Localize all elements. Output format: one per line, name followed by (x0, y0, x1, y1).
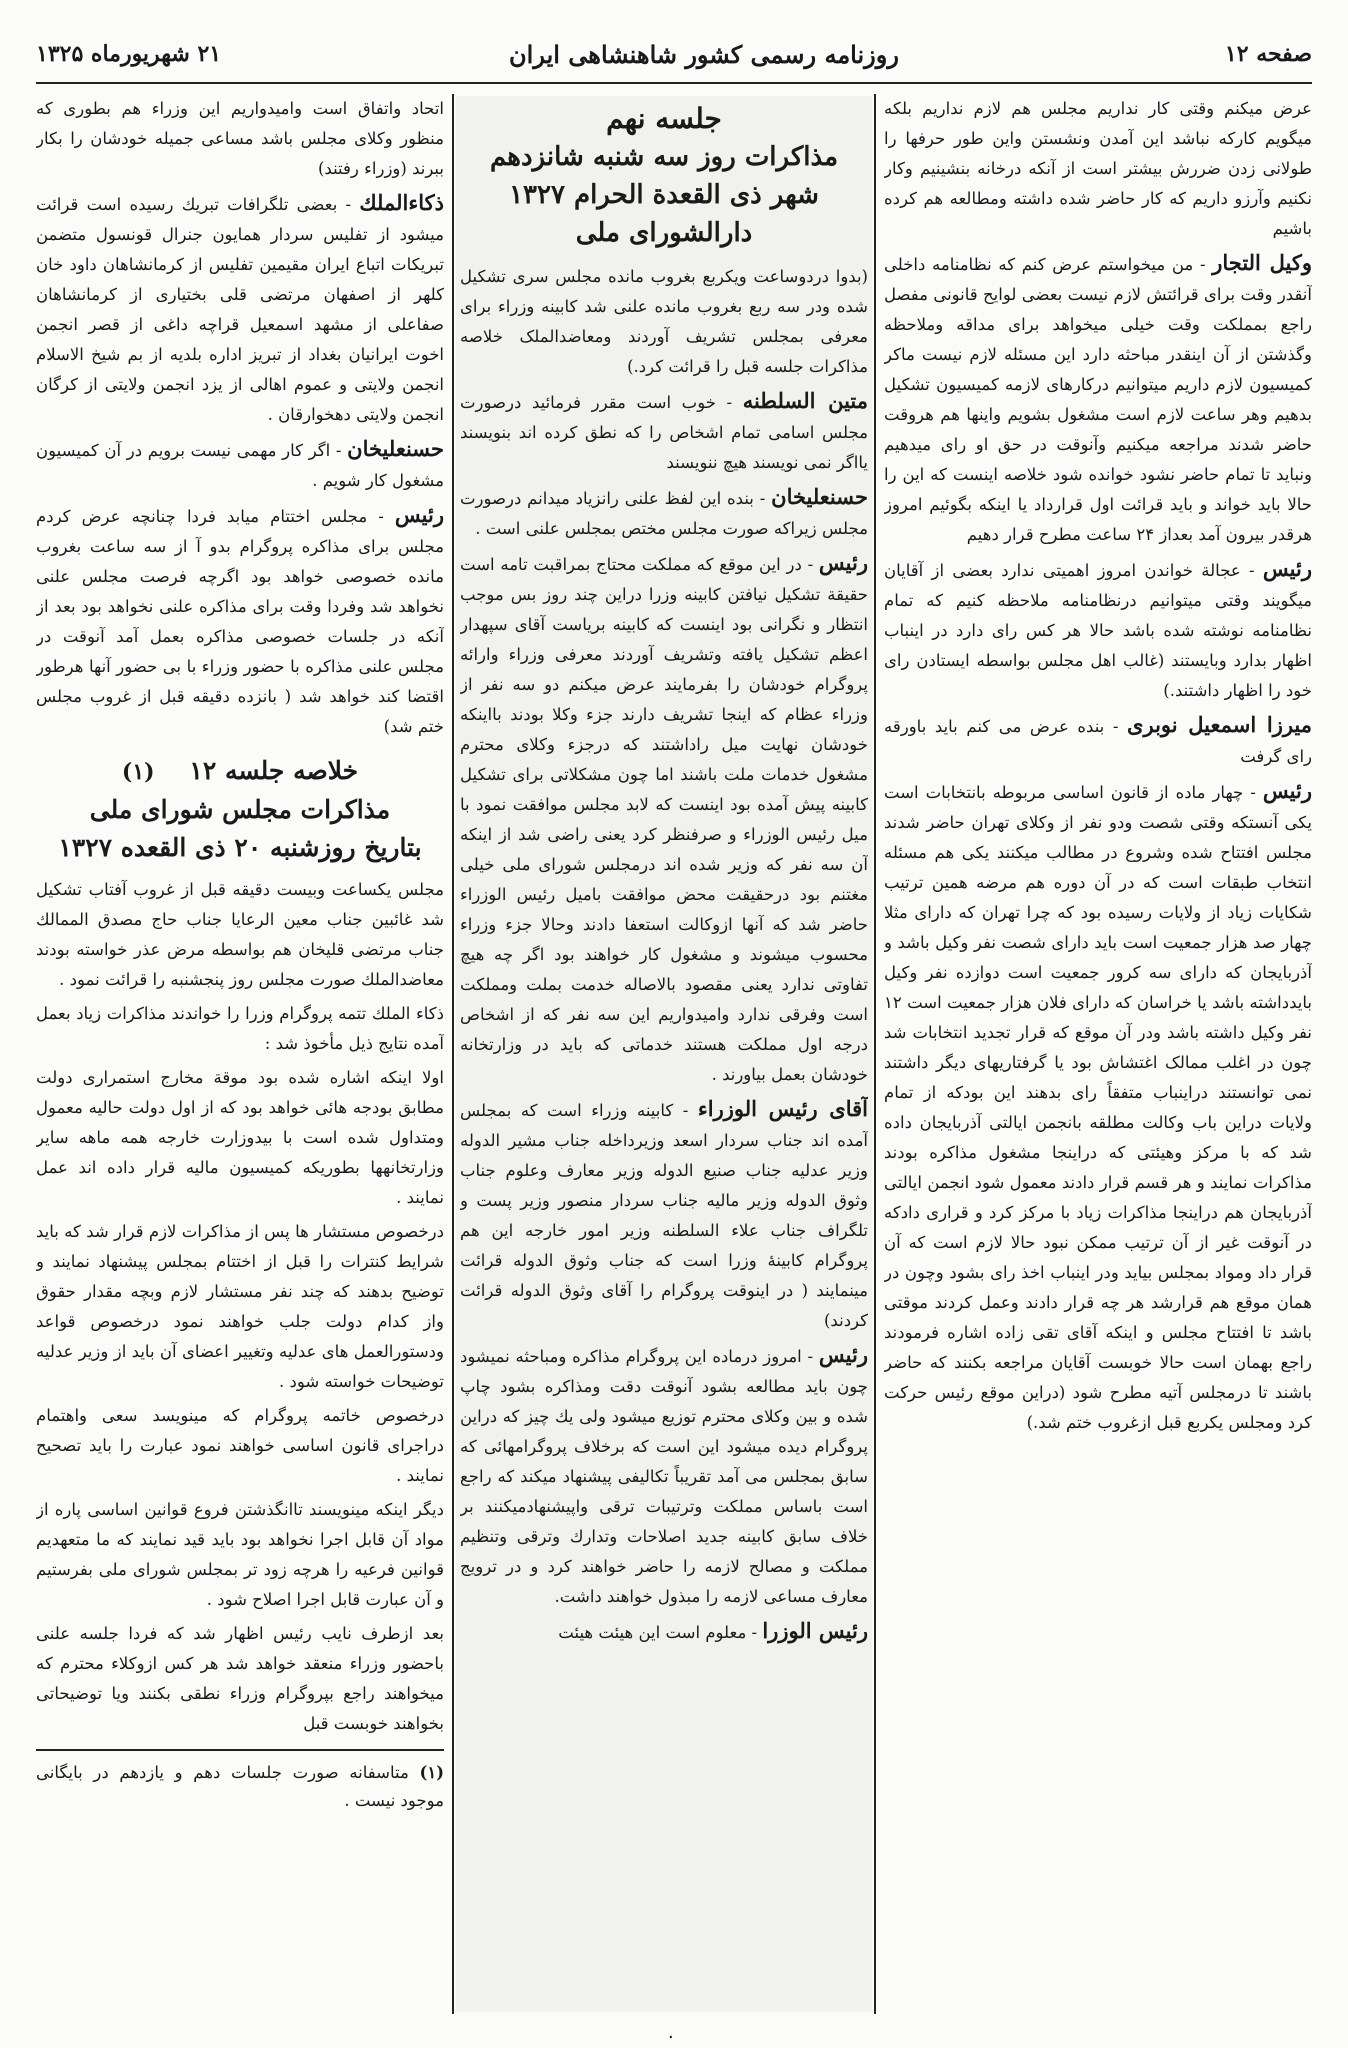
speaker-paragraph (460, 1340, 868, 1612)
session-12-title: خلاصه جلسه ۱۲ (189, 756, 359, 785)
speaker-paragraph (460, 1616, 868, 1648)
paragraph-text: - معلوم است این هیئت هیئت (558, 1623, 758, 1642)
speaker-name: رئیس (394, 502, 444, 527)
speaker-paragraph (884, 776, 1312, 1438)
paragraph-text: درخصوص خاتمه پروگرام که مینویسد سعی واهتمام دراجرای قانون اساسی خواهند نمود عبارت را باید تصحیح نمایند . (36, 1406, 444, 1485)
paragraph-text: - کابینه وزراء است که بمجلس آمده اند جناب سردار اسعد وزیرداخله جناب مشیر الدوله وزیر عدلیه جناب صنیع الدوله وزیر معارف وعلوم جناب وثوق الدوله وزیر مالیه جناب سردار منصور وزیر پست و تلگراف جناب علاء السلطنه وزیر امور خارجه این هم پروگرام کابینهٔ وزرا است که جناب وثوق الدوله قرائت مینمایند ( در اینوقت پروگرام را آقای وثوق الدوله قرائت کردند) (460, 1101, 868, 1330)
column-divider-right (874, 94, 876, 2014)
left-column-body-1 (36, 188, 444, 742)
speaker-paragraph (884, 248, 1312, 550)
header-rule (36, 82, 1312, 84)
page-number: صفحه ۱۲ (1224, 41, 1312, 67)
column-divider-left (452, 94, 454, 2014)
paragraph-text: - من میخواستم عرض کنم که نظامنامه داخلی آنقدر وقت برای قرائتش لازم نیست بعضی لوایح قانونی مفصل راجع بمملکت وقت خیلی میخواهد برای مداقه وملاحظه وگذشتن از آن اینقدر مباحثه دارد این مسئله لازم نیست ماکر کمیسیون لازم داریم میتوانیم درکارهای لازمه کمیسیون تشکیل بدهیم وهر ساعت لازم است مشغول بشویم واینها هم هروقت حاضر شدند مراجعه میکنیم وآنوقت در حق او رای میدهیم ونباید تا تمام حاضر نشود خوانده شود خلاصه اینست که این را حالا باید خواند و باید قرائت اول قرارداد یا اینکه بگوئیم امروز هرقدر بیرون آمد بعداز ۲۴ ساعت مطرح قرار دهیم (884, 255, 1312, 544)
text-paragraph (36, 1401, 444, 1491)
speaker-name: آقای رئیس الوزراء (697, 1096, 868, 1121)
text-paragraph (36, 1619, 444, 1739)
paragraph-text: - بعضی تلگرافات تبریك رسیده است قرائت میشود از تفلیس سردار همایون جنرال قونسول متضمن تبریکات اتباع ایران مقیمین تفلیس از کرمانشاهان داود خان کلهر از اصفهان مرتضی قلی بختیاری از کرمانشاهان صفاعلی از مشهد اسمعیل قراچه داغی از قصر انجمن اخوت ایرانیان بغداد از تبریز اداره بلدیه از بم شیخ الاسلام انجمن ولایتی و عموم اهالی از یزد انجمن ولایتی از کرگان انجمن ولایتی دهخوارقان . (36, 195, 444, 424)
middle-column (460, 94, 868, 2014)
speaker-name: حسنعلیخان (771, 484, 868, 509)
session-9-title: جلسه نهم (606, 102, 722, 135)
session-12-footnote-mark: (۱) (121, 759, 155, 785)
text-paragraph (36, 999, 444, 1059)
speaker-name: رئیس الوزرا (762, 1618, 868, 1643)
speaker-name: وکیل التجار (1212, 250, 1312, 275)
paragraph-text: درخصوص مستشار ها پس از مذاکرات لازم قرار شد که باید شرایط کنترات را قبل از اختتام بمجلس پیشنهاد نمایند و توضیح بدهند که چند نفر مستشار لازم وبچه مقدار حقوق واز کدام دولت جلب خواهند نمود درخصوص قواعد ودستورالعمل های عدلیه وتغییر اعضای آن باید از وزیر عدلیه توضیحات خواسته شود . (36, 1222, 444, 1391)
paragraph-text: مجلس یکساعت وبیست دقیقه قبل از غروب آفتاب تشکیل شد غائبین جناب معین الرعایا جناب حاج مصدق الممالك جناب مرتضی قلیخان هم بواسطه مرض عذر خواسته بودند معاضدالملك صورت مجلس روز پنجشنبه را قرائت نمود . (36, 880, 444, 989)
speaker-paragraph (36, 500, 444, 742)
speaker-name: متین السلطنه (742, 388, 868, 413)
speaker-paragraph (36, 188, 444, 430)
session-12-heading (36, 752, 444, 867)
page-header (36, 30, 1312, 78)
paragraph-text: - چهار ماده از قانون اساسی مربوطه بانتخابات است یکی آنستکه وقتی شصت ودو نفر از وکلای تهران حاضر شدند مجلس افتتاح شده وشروع در مطالب میکنند یکی هم مسئله انتخاب طبقات است که در آن دوره هم مرضه همین ترتیب شکایات زیاد از ولایات رسیده بود که چرا تهران که دارای مثلا چهار صد هزار جمعیت است باید دارای شصت نفر وکیل باشد و آذربایجان که دارای سه کرور جمعیت است دوازده نفر وکیل بایدداشته باشد یا خراسان که دارای فلان هزار جمعیت است ۱۲ نفر وکیل داشته باشد ودر آن موقع که قرار تجدید انتخابات شد چون در اغلب ممالک اغتشاش بود یا گرفتاریهای دیگر داشتند نمی توانستند دراینباب متفقاً رای بدهند این بودکه از تمام ولایات دراین باب وکالت مطلقه بانجمن ایالتی آذربایجان داده شد که با مرکز وهیئتی که دراینجا مشغول مذاکره بودند مذاکرات نمایند و هر قسم قرار دادند معمول شود انجمن ایالتی آذربایجان هم دراینجا مذاکرات زیاد با مرکز کرد و قراری دادکه در آنوقت غیر از آن ترتیب ممکن نبود حالا لازم است که آن قرار داد ومواد بمجلس بیاید ودر اینباب اخذ رای بشود وچون در همان موقع هم قرارشد هر چه قرار دادند وعمل کردند موقتی باشد تا افتتاح مجلس و اینکه آقای تقی زاده اشاره فرمودند راجع بهمان است حالا خوبست آقایان مراجعه بکنند که حاضر باشند تا درمجلس آتیه مطرح شود (دراین موقع رئیس حرکت کرد ومجلس یکربع قبل ازغروب ختم شد.) (884, 783, 1312, 1432)
footnote-mark: (۱) (419, 1763, 444, 1782)
left-intro: اتحاد واتفاق است وامیدواریم این وزراء هم بطوری که منظور وکلای مجلس باشد مساعی جمیله خودشان را بکار ببرند (وزراء رفتند) (36, 99, 444, 178)
paragraph-text: - در این موقع که مملکت محتاج بمراقبت تامه است حقیقة تشکیل نیافتن کابینه وزرا دراین چند روز بس موجب انتظار و نگرانی بود اینست که کابینه بریاست آقای سپهدار اعظم تشکیل یافته وتشریف آوردند معرفی وزراء وارائه پروگرام خودشان را بفرمایند عرض میکنم دو سه نفر از وزراء عظام که اینجا تشریف دارند جزء وکلا بودند بااینکه خودشان نهایت میل راداشتند که درجزء وکلای محترم مشغول خدمات ملت باشند اما چون مشکلاتی برای تشکیل کابینه پیش آمده بود اینست که لابد مجلس موافقت نمود با میل رئیس الوزراء و صرفنظر کرد یعنی راضی شد از اینکه آن سه نفر که وزیر شده اند درمجلس شورای ملی خیلی مغتنم بود درحقیقت محض موافقت بامیل رئیس الوزراء حاضر شد که آنها ازوکالت استعفا دادند وحالا جزء وزراء محسوب میشوند و مشغول کار خواهند بود اگر چه هیچ تفاوتی ندارد یعنی مقصود بالاصاله خدمت بملت ومملکت است وفرقی ندارد وامیدواریم این سه نفر که از اشخاص درجه اول مملکت هستند خدماتی که باید در وزارتخانه خودشان بعمل بیاورند . (460, 555, 868, 1084)
paragraph-text: - عجالة خواندن امروز اهمیتی ندارد بعضی از آقایان میگویند وقتی میتوانیم درنظامنامه ملاحظه کنیم که تمام نظامنامه نوشته شده باشد حالا هر کس رای دارد در اینباب اظهار بدارد وبایستند (غالب اهل مجلس بواسطه ایستادن رای خود را اظهار داشتند.) (884, 561, 1312, 700)
paragraph-text: - اگر کار مهمی نیست برویم در آن کمیسیون مشغول کار شویم . (36, 441, 444, 490)
right-column (884, 94, 1312, 2014)
text-paragraph (36, 1063, 444, 1213)
paragraph-text: ذکاء الملك تتمه پروگرام وزرا را خواندند مذاکرات زیاد بعمل آمده نتایج ذیل مأخوذ شد : (36, 1004, 444, 1053)
middle-column-body (460, 262, 868, 1648)
speaker-paragraph (460, 386, 868, 478)
footnote (36, 1759, 444, 1815)
paragraph-text: (بدوا دردوساعت ویکربع بغروب مانده مجلس سری تشکیل شده ودر سه ربع بغروب مانده علنی شد کابینه وزراء برای معرفی بمجلس تشریف آوردند ومعاضدالملک خلاصه مذاکرات جلسه قبل را قرائت کرد.) (460, 267, 868, 376)
speaker-paragraph (460, 1094, 868, 1336)
paragraph-text: - بنده عرض می کنم باید باورقه رای گرفت (884, 717, 1312, 766)
text-paragraph (884, 94, 1312, 244)
speaker-name: میرزا اسمعیل نوبری (1127, 712, 1312, 737)
speaker-name: رئیس (818, 550, 868, 575)
speaker-name: رئیس (1262, 556, 1312, 581)
speaker-name: حسنعلیخان (347, 436, 444, 461)
session-12-date: بتاریخ روزشنبه ۲۰ ذی القعده ۱۳۲۷ (58, 833, 422, 862)
left-column (36, 94, 444, 2014)
speaker-paragraph (460, 548, 868, 1090)
speaker-paragraph (460, 482, 868, 544)
speaker-name: رئیس (1262, 778, 1312, 803)
page-bottom-mark: ۰ (666, 2026, 676, 2047)
speaker-paragraph (884, 554, 1312, 706)
speaker-name: ذکاءالملك (359, 190, 444, 215)
speaker-paragraph (36, 434, 444, 496)
issue-date: ۲۱ شهریورماه ۱۳۲۵ (36, 41, 222, 67)
paragraph-text: - امروز درماده این پروگرام مذاکره ومباحثه نمیشود چون باید مطالعه بشود آنوقت دقت ومذاکره بشود چاپ شده و بین وکلای محترم توزیع میشود ولی یك چیز که دراین پروگرام دیده میشود این است که برخلاف پروگرامهائی که سابق بمجلس می آمد تقریباً تکالیفی پیشنهاد میکند که راجع است باساس مملکت وترتیبات ترقی واپیشنهادمیکنند بر خلاف سابق کابینه جدید اصلاحات وتدارك وترقی وتنظیم مملکت و مصالح لازمه را حاضر خواهند کرد و در ترویج معارف مساعی لازمه را مبذول خواهند داشت. (460, 1347, 868, 1606)
speaker-paragraph (884, 710, 1312, 772)
newspaper-title: روزنامه رسمی کشور شاهنشاهی ایران (509, 39, 899, 69)
text-paragraph (36, 1495, 444, 1615)
paragraph-text: - خوب است مقرر فرمائید درصورت مجلس اسامی تمام اشخاص را که نطق کرده اند بنویسند یااگر نمی نویسند هیچ ننویسند (460, 393, 868, 472)
newspaper-page (36, 30, 1312, 2047)
text-paragraph (460, 262, 868, 382)
left-column-body-2 (36, 875, 444, 1739)
text-paragraph (36, 1217, 444, 1397)
session-9-date: شهر ذی القعدة الحرام ۱۳۲۷ (509, 180, 819, 210)
paragraph-text: اولا اینکه اشاره شده بود موقة مخارج استمراری دولت مطابق بودجه هائی خواهد بود که از اول دولت حالیه معمول ومتداول شده است با بیدوزارت خارجه همه ماهه سایر وزارتخانهها بطوریکه کمیسیون مالیه قرار داده اند عمل نمایند . (36, 1068, 444, 1207)
footnote-rule (36, 1749, 444, 1751)
paragraph-text: عرض میکنم وقتی کار نداریم مجلس هم لازم نداریم بلکه میگویم کارکه نباشد این آمدن ونشستن واین طور حرفها را طولانی زدن ضررش بیشتر است از آنکه درخانه بنشینیم وکار نکنیم وآرزو داریم که کار حاضر شده داشته ومطالعه هم کرده باشیم (884, 99, 1312, 238)
session-12-subtitle: مذاکرات مجلس شورای ملی (89, 795, 391, 824)
session-9-heading (460, 100, 868, 252)
session-9-body: دارالشورای ملی (575, 218, 753, 248)
paragraph-text: - بنده این لفظ علنی رانزیاد میدانم درصورت مجلس زیراکه صورت مجلس مختص بمجلس علنی است . (460, 489, 868, 538)
text-paragraph (36, 875, 444, 995)
footnote-text: متاسفانه صورت جلسات دهم و یازدهم در بایگانی موجود نیست . (36, 1763, 444, 1810)
paragraph-text: - مجلس اختتام میابد فردا چنانچه عرض کردم مجلس برای مذاکره پروگرام بدو آ از سه ساعت بغروب مانده خصوصی خواهد بود اگرچه فرصت مجلس علنی نخواهد شد وفردا وقت برای مذاکره علنی نخواهد بود بعد از آنکه در جلسات خصوصی مذاکره بعمل آمد آنوقت در مجلس علنی مذاکره با حضور وزراء با بی حضور آنها هرطور اقتضا کند خواهد شد ( بانزده دقیقه قبل از غروب مجلس ختم شد) (36, 507, 444, 736)
paragraph-text: بعد ازطرف نایب رئیس اظهار شد که فردا جلسه علنی باحضور وزراء منعقد خواهد شد هر کس ازوکلاء محترم که میخواهند راجع بپروگرام وزراء نطقی بکنند ویا توضیحاتی بخواهند خوبست قبل (36, 1624, 444, 1733)
speaker-name: رئیس (818, 1342, 868, 1367)
session-9-subtitle: مذاکرات روز سه شنبه شانزدهم (489, 142, 839, 172)
paragraph-text: دیگر اینکه مینویسند تاانگذشتن فروع قوانین اساسی پاره از مواد آن قابل اجرا نخواهد بود باید قید نمایند که ما متعهدیم قوانین فرعیه را هرچه زود تر بمجلس شورای ملی بفرستیم و آن عبارت قابل اجرا اصلاح شود . (36, 1500, 444, 1609)
